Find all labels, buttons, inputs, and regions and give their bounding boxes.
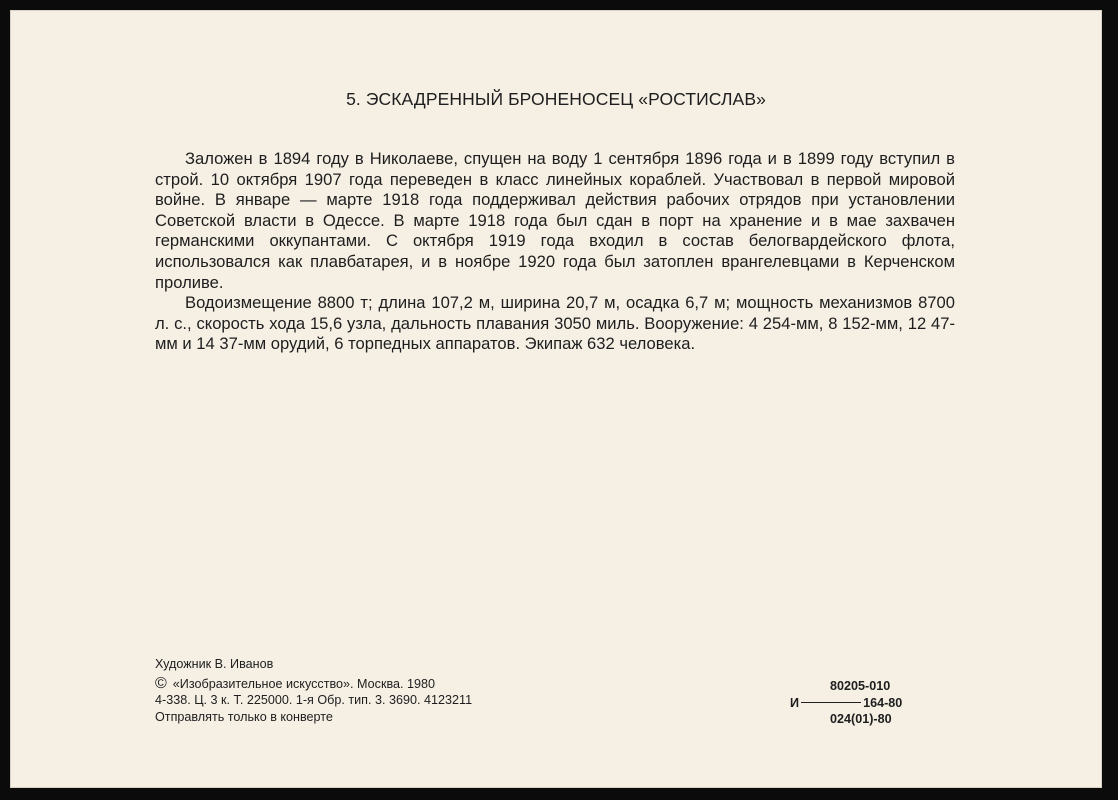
print-info: 4-338. Ц. 3 к. Т. 225000. 1-я Обр. тип. 3. 3690. 4123211 [155, 693, 473, 708]
publisher-line [155, 676, 472, 692]
page-title: 5. ЭСКАДРЕННЫЙ БРОНЕНОСЕЦ «РОСТИСЛАВ» [346, 89, 766, 109]
history-paragraph: Заложен в 1894 году в Николаеве, спущен на воду 1 сентября 1896 года и в 1899 году вступил в строй. 10 октября 1907 года переведен в класс линейных кораблей. Участвовал в первой мировой войне. В январе — марте 1918 года поддерживал действия рабочих отрядов при установлении Советской власти в Одессе. В марте 1918 года был сдан в порт на хранение и в мае захвачен германскими оккупантами. С октября 1919 года входил в состав белогвардейского флота, использовался как плавбатарея, и в ноябре 1920 года был затоплен врангелевцами в Керченском проливе. [155, 149, 955, 292]
fraction-rule [801, 702, 861, 703]
catalog-code-1: 80205-010 [830, 679, 891, 693]
catalog-code-prefix: И [790, 695, 800, 710]
specifications-paragraph: Водоизмещение 8800 т; длина 107,2 м, ширина 20,7 м, осадка 6,7 м; мощность механизмов 8700 л. с., скорость хода 15,6 узла, дальность плавания 3050 миль. Вооружение: 4 254-мм, 8 152-мм, 12 47-мм и 14 37-мм орудий, 6 торпедных аппаратов. Экипаж 632 человека. [155, 293, 955, 354]
catalog-codes [790, 678, 970, 728]
artist-credit: Художник В. Иванов [155, 657, 274, 671]
description-text [155, 149, 955, 355]
postcard-back [10, 10, 1102, 788]
catalog-code-2 [790, 695, 970, 712]
catalog-code-3: 024(01)-80 [830, 712, 892, 727]
copyright-icon: © [155, 675, 167, 693]
catalog-code-suffix: 164-80 [863, 695, 903, 710]
mailing-note: Отправлять только в конверте [155, 709, 333, 724]
publisher-text: «Изобразительное искусство». Москва. 1980 [172, 677, 436, 692]
imprint-block [155, 656, 472, 725]
